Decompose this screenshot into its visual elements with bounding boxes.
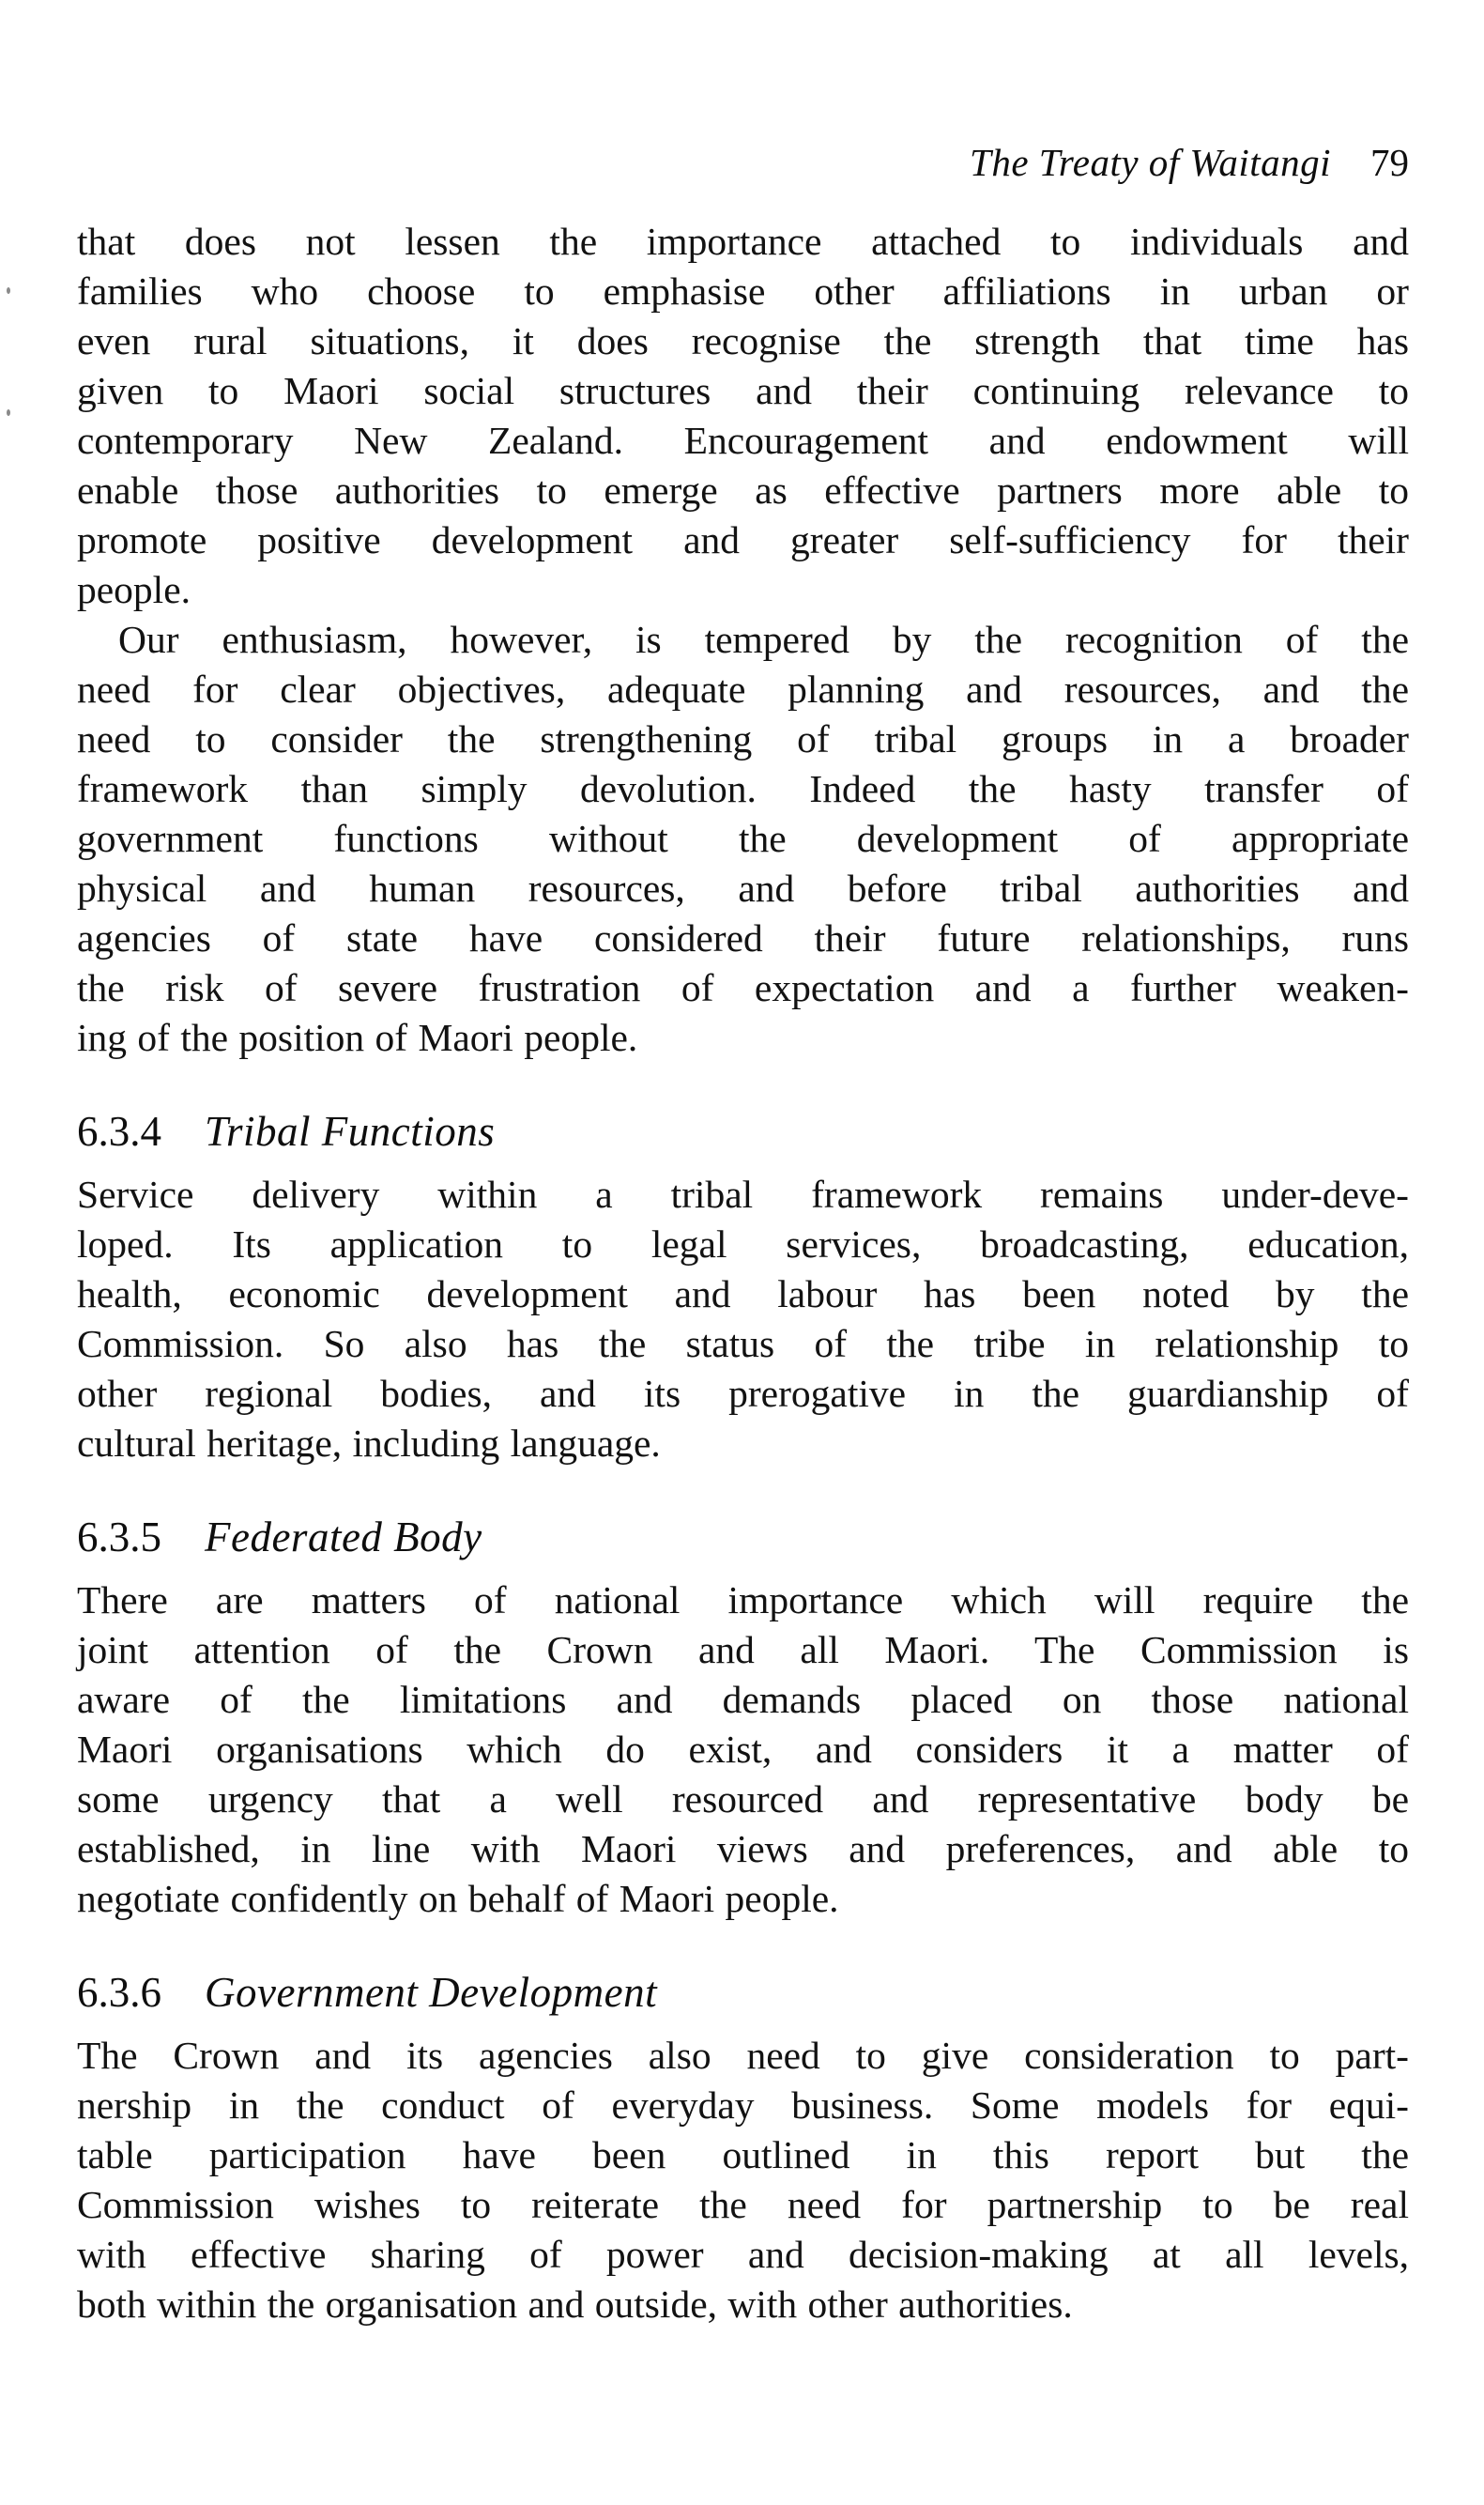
scan-speck — [7, 409, 10, 416]
scan-speck — [7, 287, 10, 294]
text-line: contemporary New Zealand. Encouragement and endowment will — [77, 419, 1409, 462]
running-header — [970, 139, 1409, 186]
text-line: enable those authorities to emerge as effective partners more able to — [77, 469, 1409, 512]
section-title: Federated Body — [205, 1514, 482, 1560]
text-line: loped. Its application to legal services, broadcasting, education, — [77, 1222, 1409, 1266]
paragraph — [77, 1170, 1409, 1468]
text-line: Our enthusiasm, however, is tempered by the recognition of the — [118, 618, 1409, 661]
text-line: the risk of severe frustration of expectation and a further weaken- — [77, 966, 1409, 1009]
section-number: 6.3.5 — [77, 1514, 161, 1560]
text-line: Service delivery within a tribal framework remains under-deve- — [77, 1173, 1409, 1216]
text-line: aware of the limitations and demands placed on those national — [77, 1678, 1409, 1721]
text-line: negotiate confidently on behalf of Maori people. — [77, 1877, 839, 1920]
section-heading-636 — [77, 1967, 1409, 2018]
text-line: Commission wishes to reiterate the need for partnership to be real — [77, 2183, 1409, 2226]
text-line: Commission. So also has the status of the tribe in relationship to — [77, 1322, 1409, 1365]
section-number: 6.3.4 — [77, 1108, 161, 1155]
text-line: agencies of state have considered their future relationships, runs — [77, 916, 1409, 960]
text-line: ing of the position of Maori people. — [77, 1016, 638, 1059]
text-line: There are matters of national importance which will require the — [77, 1578, 1409, 1621]
text-line: both within the organisation and outside, with other authorities. — [77, 2282, 1073, 2326]
text-line: physical and human resources, and before tribal authorities and — [77, 867, 1409, 910]
page-number: 79 — [1370, 141, 1409, 184]
section-number: 6.3.6 — [77, 1969, 161, 2016]
text-line: nership in the conduct of everyday business. Some models for equi- — [77, 2083, 1409, 2127]
text-line: The Crown and its agencies also need to give consideration to part- — [77, 2034, 1409, 2077]
text-line: Maori organisations which do exist, and considers it a matter of — [77, 1728, 1409, 1771]
text-line: that does not lessen the importance attached to individuals and — [77, 220, 1409, 263]
text-line: promote positive development and greater self-sufficiency for their — [77, 518, 1409, 561]
text-line: established, in line with Maori views and preferences, and able to — [77, 1827, 1409, 1870]
paragraph — [77, 1575, 1409, 1924]
text-line: health, economic development and labour has been noted by the — [77, 1272, 1409, 1315]
text-line: other regional bodies, and its prerogative in the guardianship of — [77, 1372, 1409, 1415]
paragraph — [77, 615, 1409, 1063]
text-line: framework than simply devolution. Indeed the hasty transfer of — [77, 767, 1409, 810]
text-line: even rural situations, it does recognise the strength that time has — [77, 319, 1409, 362]
section-heading-634 — [77, 1106, 1409, 1157]
section-title: Tribal Functions — [205, 1108, 496, 1155]
running-header-title: The Treaty of Waitangi — [970, 141, 1331, 184]
text-line: given to Maori social structures and their continuing relevance to — [77, 369, 1409, 412]
text-line: people. — [77, 568, 191, 611]
text-line: some urgency that a well resourced and representative body be — [77, 1777, 1409, 1821]
text-line: need to consider the strengthening of tribal groups in a broader — [77, 717, 1409, 761]
text-column — [77, 217, 1409, 2329]
section-title: Government Development — [205, 1969, 658, 2016]
text-line: need for clear objectives, adequate planning and resources, and the — [77, 668, 1409, 711]
paragraph — [77, 2031, 1409, 2329]
text-line: cultural heritage, including language. — [77, 1422, 661, 1465]
paragraph — [77, 217, 1409, 615]
text-line: families who choose to emphasise other affiliations in urban or — [77, 269, 1409, 313]
section-heading-635 — [77, 1512, 1409, 1562]
text-line: with effective sharing of power and decision-making at all levels, — [77, 2233, 1409, 2276]
text-line: government functions without the development of appropriate — [77, 817, 1409, 860]
text-line: joint attention of the Crown and all Maori. The Commission is — [77, 1628, 1409, 1671]
text-line: table participation have been outlined in this report but the — [77, 2133, 1409, 2176]
